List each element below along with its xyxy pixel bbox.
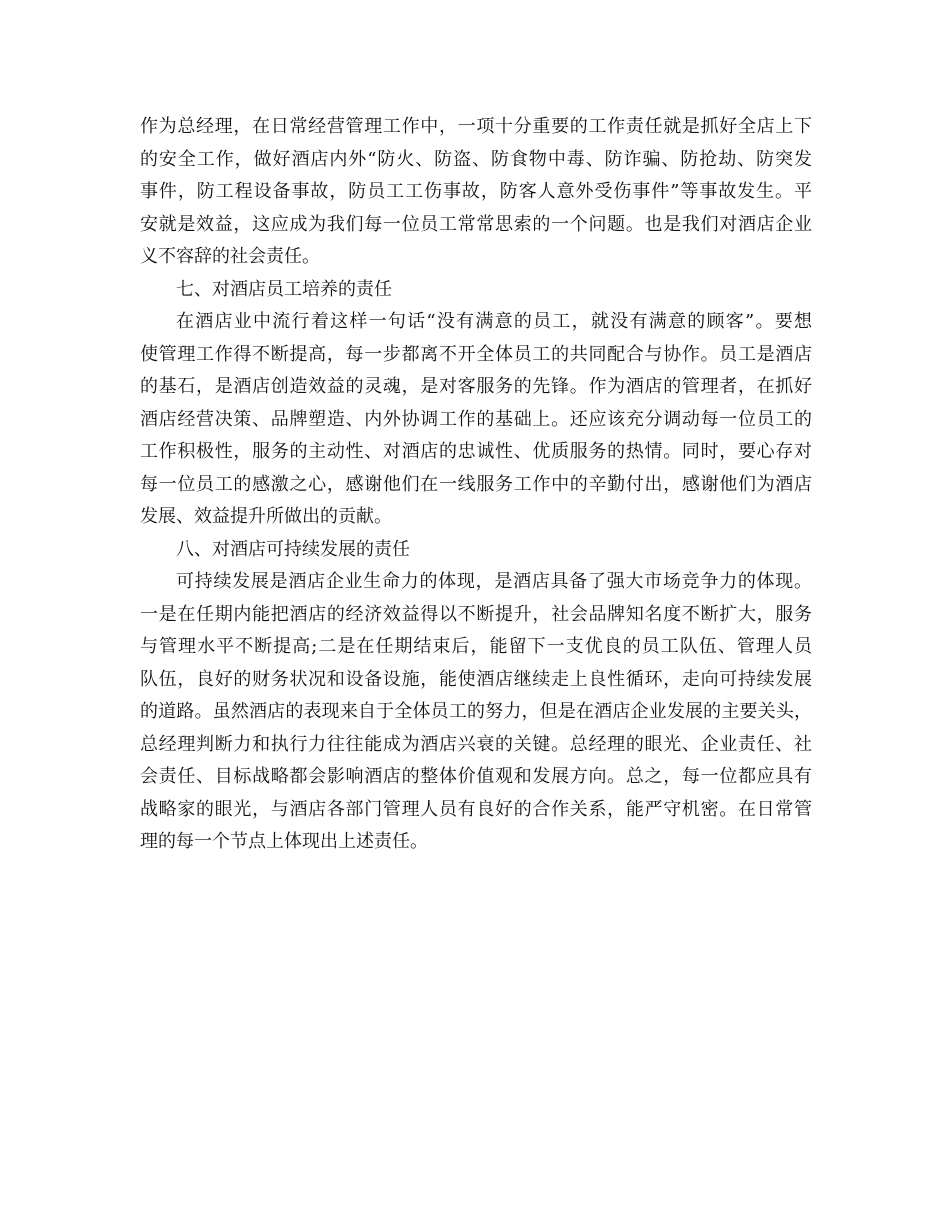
text-line: 的安全工作，做好酒店内外“防火、防盗、防食物中毒、防诈骗、防抢劫、防突发: [140, 148, 812, 170]
text-line: 事件，防工程设备事故，防员工工伤事故，防客人意外受伤事件”等事故发生。平: [140, 181, 812, 202]
text-line: 的基石，是酒店创造效益的灵魂，是对客服务的先锋。作为酒店的管理者，在抓好: [140, 376, 812, 397]
text-line: 在酒店业中流行着这样一句话“没有满意的员工，就没有满意的顾客”。要想: [176, 311, 812, 332]
text-line: 会责任、目标战略都会影响酒店的整体价值观和发展方向。总之，每一位都应具有: [140, 766, 812, 787]
text-line: 理的每一个节点上体现出上述责任。: [140, 831, 428, 852]
text-line: 战略家的眼光，与酒店各部门管理人员有良好的合作关系，能严守机密。在日常管: [140, 798, 812, 820]
text-line: 工作积极性，服务的主动性、对酒店的忠诚性、优质服务的热情。同时，要心存对: [140, 441, 812, 462]
text-line: 每一位员工的感激之心，感谢他们在一线服务工作中的辛勤付出，感谢他们为酒店: [140, 473, 812, 495]
text-line: 发展、效益提升所做出的贡献。: [140, 506, 392, 527]
text-line: 酒店经营决策、品牌塑造、内外协调工作的基础上。还应该充分调动每一位员工的: [140, 408, 812, 430]
text-line: 安就是效益，这应成为我们每一位员工常常思索的一个问题。也是我们对酒店企业: [140, 213, 812, 235]
text-line: 作为总经理，在日常经营管理工作中，一项十分重要的工作责任就是抓好全店上下: [140, 116, 812, 137]
text-line: 可持续发展是酒店企业生命力的体现，是酒店具备了强大市场竞争力的体现。: [176, 571, 812, 592]
text-line: 与管理水平不断提高;二是在任期结束后，能留下一支优良的员工队伍、管理人员: [140, 636, 812, 657]
section-heading-8: 八、对酒店可持续发展的责任: [176, 538, 410, 560]
document-body: [140, 111, 812, 859]
text-line: 总经理判断力和执行力往往能成为酒店兴衰的关键。总经理的眼光、企业责任、社: [140, 733, 812, 755]
paragraph-sustainable-development: [140, 566, 812, 859]
text-line: 一是在任期内能把酒店的经济效益得以不断提升，社会品牌知名度不断扩大，服务: [140, 603, 812, 625]
paragraph-staff-training: [140, 306, 812, 534]
text-line: 队伍，良好的财务状况和设备设施，能使酒店继续走上良性循环，走向可持续发展: [140, 668, 812, 690]
text-line: 的道路。虽然酒店的表现来自于全体员工的努力，但是在酒店企业发展的主要关头，: [140, 701, 812, 722]
paragraph-safety-responsibility: [140, 111, 812, 274]
text-line: 义不容辞的社会责任。: [140, 246, 320, 267]
text-line: 使管理工作得不断提高，每一步都离不开全体员工的共同配合与协作。员工是酒店: [140, 343, 812, 365]
section-heading-7: 七、对酒店员工培养的责任: [176, 278, 392, 300]
